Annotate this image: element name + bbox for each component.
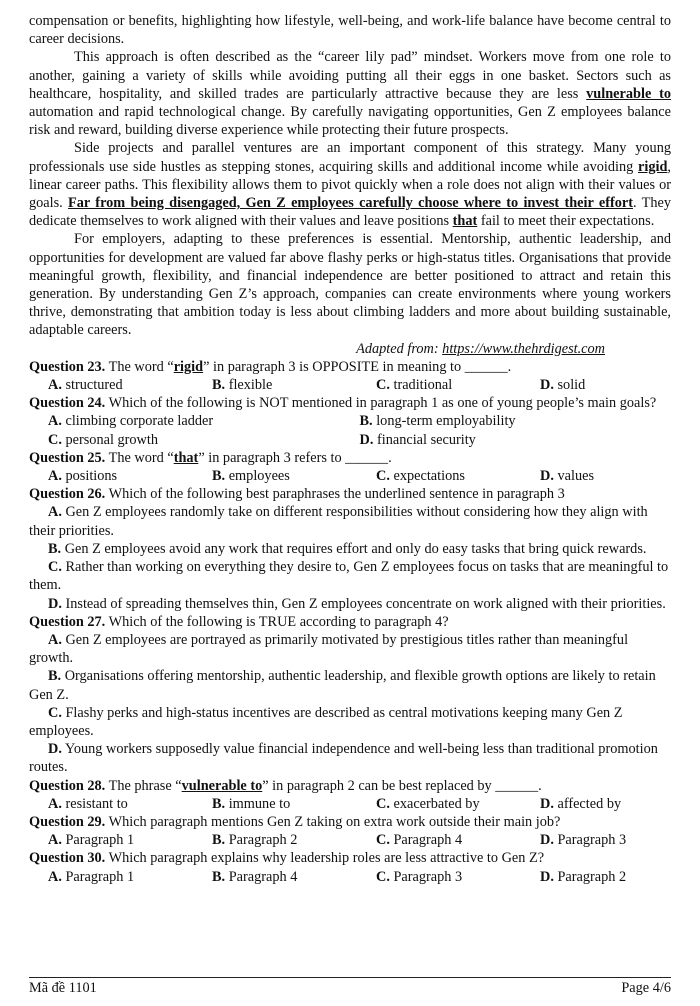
question-number: Question 27. xyxy=(29,613,106,630)
option-letter: A. xyxy=(48,631,62,648)
option-letter: D. xyxy=(540,832,554,849)
question-number: Question 28. xyxy=(29,777,106,794)
question-29 xyxy=(29,813,671,849)
question-stem: The word “ xyxy=(105,358,174,375)
question-key-word: rigid xyxy=(173,358,204,375)
option-letter: C. xyxy=(376,868,390,885)
question-27 xyxy=(29,613,671,777)
option-d: D. Young workers supposedly value financial independence and well-being less than traditional promotion routes. xyxy=(29,741,658,776)
p2-underlined-phrase: vulnerable to xyxy=(586,85,672,102)
option-letter: D. xyxy=(48,595,62,612)
p3-underlined-sentence: Far from being disengaged, Gen Z employees carefully choose where to invest their effort xyxy=(68,195,633,212)
question-stem: Which paragraph mentions Gen Z taking on extra work outside their main job? xyxy=(105,813,561,830)
document-page xyxy=(29,12,671,886)
option-c: C. personal growth xyxy=(48,431,158,448)
option-d: D. Paragraph 2 xyxy=(540,868,627,885)
question-number: Question 23. xyxy=(29,358,106,375)
option-letter: B. xyxy=(212,868,226,885)
option-letter: C. xyxy=(48,704,62,721)
p3-text-a: Side projects and parallel ventures are an important component of this strategy. Many young professionals use side hustles as stepping stones, acquiring skills and additional income while avoiding xyxy=(29,140,671,175)
option-letter: B. xyxy=(48,540,62,557)
question-number: Question 24. xyxy=(29,395,106,412)
question-key-word: vulnerable to xyxy=(181,777,263,794)
option-letter: D. xyxy=(540,468,554,485)
option-c: C. traditional xyxy=(376,377,453,394)
option-a: A. Gen Z employees randomly take on different responsibilities without considering how they align with their priorities. xyxy=(29,504,648,539)
option-c: C. Flashy perks and high-status incentives are described as central motivations keeping many Gen Z employees. xyxy=(29,704,623,739)
option-a: A. resistant to xyxy=(48,795,128,812)
option-a: A. Gen Z employees are portrayed as primarily motivated by prestigious titles rather than meaningful growth. xyxy=(29,631,629,667)
option-a: A. climbing corporate ladder xyxy=(48,413,214,430)
option-letter: A. xyxy=(48,413,62,430)
source-url: https://www.thehrdigest.com xyxy=(442,340,605,357)
option-letter: C. xyxy=(376,795,390,812)
option-c: C. Rather than working on everything they desire to, Gen Z employees focus on tasks that are meaningful to them. xyxy=(29,559,669,594)
option-letter: D. xyxy=(359,431,374,448)
p3-text-c: . They dedicate themselves to work aligned with their values and leave positions xyxy=(29,195,671,230)
option-letter: A. xyxy=(48,504,62,521)
option-b: B. Paragraph 2 xyxy=(212,832,298,849)
question-stem-end: ” in paragraph 3 is OPPOSITE in meaning to ______. xyxy=(203,358,512,375)
option-d: D. Instead of spreading themselves thin, Gen Z employees concentrate on work aligned with their priorities. xyxy=(48,595,666,612)
option-c: C. Paragraph 3 xyxy=(376,868,463,885)
option-d: D. Paragraph 3 xyxy=(540,832,627,849)
paragraph-1-tail: compensation or benefits, highlighting how lifestyle, well-being, and work-life balance have become central to career decisions. xyxy=(29,13,671,48)
option-b: B. long-term employability xyxy=(359,413,516,430)
question-number: Question 30. xyxy=(29,850,106,867)
option-letter: A. xyxy=(48,468,62,485)
p2-text-a: This approach is often described as the “career lily pad” mindset. Workers move from one role to another, gaining a variety of skills while avoiding putting all their eggs in one basket. Sectors such as healthcare, hospitality, and skilled trades are particularly attractive because they are less xyxy=(29,49,671,102)
option-b: B. employees xyxy=(212,468,290,485)
p3-word-rigid: rigid xyxy=(638,158,668,175)
question-25 xyxy=(29,449,671,485)
option-letter: C. xyxy=(376,468,390,485)
page-footer xyxy=(29,980,671,997)
question-stem-end: ” in paragraph 3 refers to ______. xyxy=(198,449,392,466)
question-stem: The word “ xyxy=(105,449,174,466)
question-24 xyxy=(29,394,671,449)
question-stem: Which of the following is TRUE according to paragraph 4? xyxy=(105,613,449,630)
option-letter: B. xyxy=(212,832,226,849)
question-stem: Which paragraph explains why leadership roles are less attractive to Gen Z? xyxy=(105,850,545,867)
option-letter: B. xyxy=(212,377,226,394)
option-letter: A. xyxy=(48,377,62,394)
p3-text-d: fail to meet their expectations. xyxy=(477,213,655,230)
exam-code: Mã đề 1101 xyxy=(29,980,97,996)
source-citation xyxy=(29,340,605,358)
option-d: D. financial security xyxy=(359,431,476,448)
question-number: Question 25. xyxy=(29,449,106,466)
option-letter: D. xyxy=(540,868,554,885)
option-b: B. immune to xyxy=(212,795,291,812)
option-d: D. affected by xyxy=(540,795,622,812)
paragraph-2 xyxy=(29,48,671,139)
option-b: B. Paragraph 4 xyxy=(212,868,298,885)
option-letter: D. xyxy=(540,795,554,812)
option-letter: C. xyxy=(48,431,62,448)
question-30 xyxy=(29,849,671,885)
option-letter: C. xyxy=(376,377,390,394)
paragraph-3 xyxy=(29,139,671,230)
option-letter: A. xyxy=(48,795,62,812)
option-c: C. exacerbated by xyxy=(376,795,480,812)
question-23 xyxy=(29,358,671,394)
question-number: Question 29. xyxy=(29,813,106,830)
question-stem: The phrase “ xyxy=(105,777,182,794)
option-letter: B. xyxy=(359,413,373,430)
question-26 xyxy=(29,485,671,612)
option-letter: B. xyxy=(212,795,226,812)
option-letter: A. xyxy=(48,832,62,849)
paragraph-4: For employers, adapting to these preferences is essential. Mentorship, authentic leadership, and opportunities for development are valued far above flashy perks or high-status titles. Organisations that provide meaningful growth, flexibility, and financial independence are better positioned to attract and retain this generation. By understanding Gen Z’s approach, companies can create environments where young workers thrive, demonstrating that ambition today is less about climbing ladders and more about building sustainable, adaptable careers. xyxy=(29,231,671,339)
option-letter: C. xyxy=(48,559,62,576)
p3-text-b: , linear career paths. This flexibility allows them to pivot quickly when a role does not align with their values or goals. xyxy=(29,158,671,212)
option-letter: A. xyxy=(48,868,62,885)
p2-text-b: automation and rapid technological change. By carefully navigating opportunities, Gen Z employees balance risk and reward, building diverse experience while protecting their future prospects. xyxy=(29,104,671,139)
question-stem-end: ” in paragraph 2 can be best replaced by ______. xyxy=(262,777,542,794)
question-28 xyxy=(29,777,671,813)
option-a: A. Paragraph 1 xyxy=(48,832,135,849)
option-d: D. values xyxy=(540,468,595,485)
option-a: A. Paragraph 1 xyxy=(48,868,135,885)
option-b: B. Organisations offering mentorship, authentic leadership, and flexible growth options are likely to retain Gen Z. xyxy=(29,668,656,703)
option-letter: B. xyxy=(212,468,226,485)
option-b: B. flexible xyxy=(212,377,273,394)
question-number: Question 26. xyxy=(29,486,106,503)
option-letter: B. xyxy=(48,668,62,685)
option-letter: D. xyxy=(48,741,62,758)
footer-divider xyxy=(29,977,671,978)
option-c: C. expectations xyxy=(376,468,465,485)
option-letter: D. xyxy=(540,377,554,394)
option-c: C. Paragraph 4 xyxy=(376,832,463,849)
source-label: Adapted from: xyxy=(356,340,443,357)
question-stem: Which of the following best paraphrases the underlined sentence in paragraph 3 xyxy=(105,486,565,503)
option-d: D. solid xyxy=(540,377,586,394)
option-a: A. positions xyxy=(48,468,118,485)
option-letter: C. xyxy=(376,832,390,849)
question-stem: Which of the following is NOT mentioned in paragraph 1 as one of young people’s main goals? xyxy=(105,395,657,412)
p3-word-that: that xyxy=(452,213,478,230)
option-b: B. Gen Z employees avoid any work that requires effort and only do easy tasks that bring quick rewards. xyxy=(48,540,647,557)
option-a: A. structured xyxy=(48,377,123,394)
page-number: Page 4/6 xyxy=(621,980,671,996)
question-key-word: that xyxy=(173,449,199,466)
